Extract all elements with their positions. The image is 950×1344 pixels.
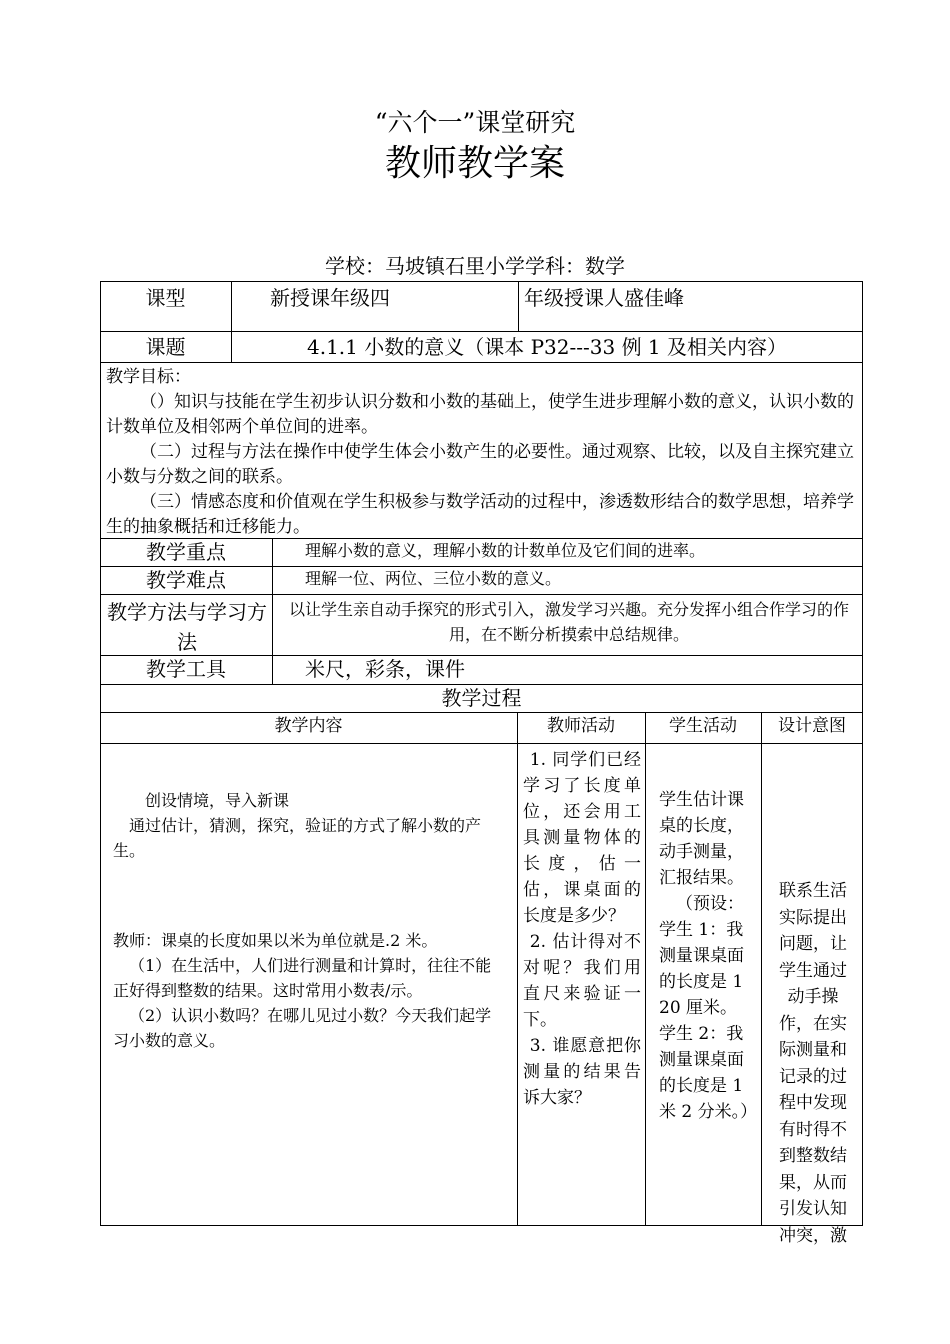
- content-line: 教师：课桌的长度如果以米为单位就是.2 米。: [113, 931, 438, 950]
- student-line: 学生估计课桌的长度，动手测量，汇报结果。: [659, 790, 744, 888]
- content-line: （1）在生活中，人们进行测量和计算时，往往不能正好得到整数的结果。这时常用小数表/示。: [113, 956, 492, 1000]
- topic-label: 课题: [145, 335, 186, 359]
- lesson-type-label: 课型: [145, 286, 186, 310]
- design-intent: 联系生活实际提出问题，让学生通过动手操作，在实际测量和记录的过程中发现有时得不到整数结果，从而引发认知冲突，激: [779, 881, 847, 1246]
- content-line: 创设情境，导入新课: [145, 791, 290, 810]
- page-title: 教师教学案: [384, 143, 565, 184]
- student-line: 学生 2：我测量课桌面的长度是 1 米 2 分米。）: [659, 1024, 758, 1122]
- method-label: 教学方法与学习方法: [107, 600, 267, 654]
- key-points-label: 教学重点: [146, 540, 226, 564]
- objectives-heading: 教学目标：: [106, 367, 191, 387]
- tools-label: 教学工具: [146, 657, 226, 681]
- method-value: 以让学生亲自动手探究的形式引入，激发学习兴趣。充分发挥小组合作学习的作用，在不断分析摸索中总结规律。: [288, 600, 849, 644]
- teacher-activity: [523, 747, 641, 1111]
- page-subtitle: “六个一”课堂研究: [374, 108, 576, 137]
- school-subject-line: 学校：马坡镇石里小学学科：数学: [325, 254, 625, 278]
- tools-value: 米尺，彩条，课件: [305, 657, 465, 681]
- lesson-type-value: 新授课年级四: [270, 286, 390, 310]
- process-header-teacher: 教师活动: [547, 716, 615, 736]
- objective-item: （）知识与技能在学生初步认识分数和小数的基础上，使学生进步理解小数的意义，认识小数的计数单位及相邻两个单位间的进率。: [106, 392, 854, 437]
- grade-teacher: 年级授课人盛佳峰: [524, 286, 684, 310]
- process-header-content: 教学内容: [274, 716, 343, 736]
- topic-value: 4.1.1 小数的意义（课本 P32---33 例 1 及相关内容）: [306, 335, 788, 359]
- student-line: （预设：: [676, 894, 744, 914]
- key-points-value: 理解小数的意义，理解小数的计数单位及它们间的进率。: [305, 541, 706, 560]
- objectives-block: [106, 365, 858, 540]
- teacher-step: 3. 谁愿意把你测量的结果告诉大家？: [523, 1036, 641, 1108]
- process-content: [113, 788, 505, 863]
- teacher-step: 2. 估计得对不对呢？我们用直尺来验证一下。: [523, 932, 641, 1030]
- objective-item: （二）过程与方法在操作中使学生体会小数产生的必要性。通过观察、比较，以及自主探究建立小数与分数之间的联系。: [106, 442, 854, 487]
- content-line: 通过估计，猜测，探究，验证的方式了解小数的产生。: [113, 816, 482, 860]
- difficulty-value: 理解一位、两位、三位小数的意义。: [305, 569, 562, 588]
- process-header-design: 设计意图: [778, 716, 846, 736]
- teacher-step: 1. 同学们已经学习了长度单位，还会用工具测量物体的长度，估一估，课桌面的长度是多少？: [523, 750, 641, 926]
- process-heading: 教学过程: [441, 686, 522, 710]
- student-activity: [659, 787, 759, 1125]
- difficulty-label: 教学难点: [146, 568, 226, 592]
- student-line: 学生 1：我测量课桌面的长度是 1 20 厘米。: [659, 920, 744, 1018]
- objective-item: （三）情感态度和价值观在学生积极参与数学活动的过程中，渗透数形结合的数学思想，培养学生的抽象概括和迁移能力。: [106, 492, 854, 537]
- process-header-student: 学生活动: [669, 716, 737, 736]
- content-line: （2）认识小数吗？在哪儿见过小数？今天我们起学习小数的意义。: [113, 1006, 492, 1050]
- process-content-2: [113, 928, 505, 1053]
